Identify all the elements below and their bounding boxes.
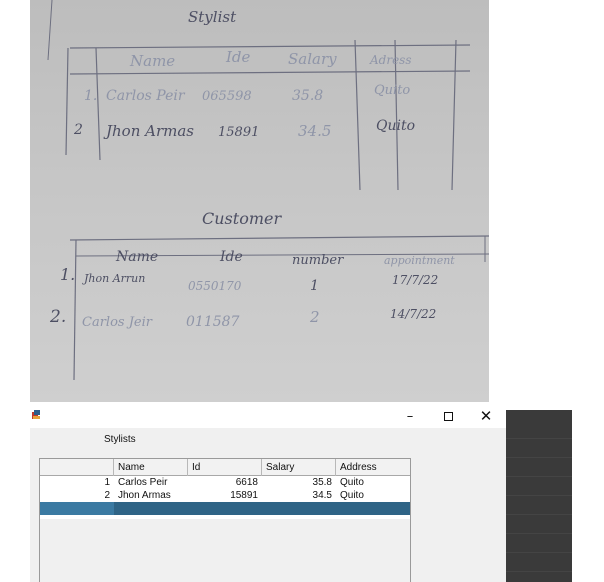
table-row-selected-empty[interactable] xyxy=(40,502,410,515)
maximize-icon xyxy=(444,412,453,421)
cell-id: 6618 xyxy=(235,477,258,488)
stylist-title: Stylist xyxy=(188,8,237,26)
notes-photo xyxy=(30,0,489,402)
column-header-row-number[interactable] xyxy=(40,459,114,476)
cell-salary: 35.8 xyxy=(312,477,332,488)
customer-row1-date: 17/7/22 xyxy=(392,273,439,287)
customer-header-appointment: appointment xyxy=(384,254,455,267)
cell-address: Quito xyxy=(340,477,364,488)
column-header-id[interactable]: Id xyxy=(188,459,262,476)
customer-title: Customer xyxy=(202,209,282,228)
customer-row1-num: 1. xyxy=(60,265,76,284)
customer-row1-name: Jhon Arrun xyxy=(84,272,146,285)
customer-row2-num: 2. xyxy=(50,307,67,327)
stylist-row2-id: 15891 xyxy=(218,125,260,140)
customer-header-id: Ide xyxy=(220,249,243,265)
column-header-name[interactable]: Name xyxy=(114,459,188,476)
cell-row-number xyxy=(40,502,114,515)
stylists-table[interactable] xyxy=(39,458,411,582)
stylist-row2-address: Quito xyxy=(376,118,416,134)
customer-row2-name: Carlos Jeir xyxy=(82,315,152,330)
table-body xyxy=(40,476,410,515)
cell-id: 15891 xyxy=(230,490,258,501)
stylist-row1-salary: 35.8 xyxy=(292,88,324,104)
stylist-header-address: Adress xyxy=(370,53,412,67)
table-empty-area[interactable] xyxy=(40,519,410,582)
column-header-address[interactable]: Address xyxy=(340,462,377,473)
customer-row1-id: 0550170 xyxy=(188,279,242,293)
maximize-button[interactable] xyxy=(430,404,466,428)
stylist-header-salary: Salary xyxy=(288,50,337,68)
notes-drawing xyxy=(30,0,489,402)
minimize-button[interactable]: – xyxy=(406,408,414,424)
stylist-row1-name: Carlos Peir xyxy=(106,88,185,104)
cell-salary: 34.5 xyxy=(312,490,332,501)
cell-salary xyxy=(262,502,336,515)
cell-id xyxy=(188,502,262,515)
cell-address xyxy=(336,502,410,515)
table-row[interactable] xyxy=(40,489,410,502)
customer-header-number: number xyxy=(292,253,344,268)
customer-row2-number: 2 xyxy=(310,308,320,326)
customer-row1-number: 1 xyxy=(310,278,319,294)
stylist-header-id: Ide xyxy=(226,48,251,66)
java-app-icon xyxy=(31,410,41,420)
stylist-row1-num: 1. xyxy=(84,88,98,104)
stylist-row1-address: Quito xyxy=(374,83,411,98)
cell-name xyxy=(114,502,188,515)
cell-address: Quito xyxy=(340,490,364,501)
stylist-header-name: Name xyxy=(130,52,176,70)
table-header xyxy=(40,459,410,476)
background-window xyxy=(506,410,572,582)
title-bar[interactable] xyxy=(30,404,506,428)
customer-header-name: Name xyxy=(116,249,159,265)
customer-row2-date: 14/7/22 xyxy=(390,307,437,321)
close-button[interactable]: ✕ xyxy=(479,407,493,425)
cell-name: Carlos Peir xyxy=(118,477,168,488)
column-header-salary[interactable]: Salary xyxy=(262,459,336,476)
cell-name: Jhon Armas xyxy=(118,490,171,501)
stylist-row2-num: 2 xyxy=(74,122,83,138)
customer-row2-id: 011587 xyxy=(186,314,240,330)
stylist-row2-salary: 34.5 xyxy=(298,122,332,140)
stylist-row1-id: 065598 xyxy=(202,89,252,104)
table-row[interactable] xyxy=(40,476,410,489)
stylists-window xyxy=(30,404,506,582)
stylist-row2-name: Jhon Armas xyxy=(106,122,195,140)
stylists-label: Stylists xyxy=(104,434,136,445)
cell-row-number: 2 xyxy=(104,490,110,501)
cell-row-number: 1 xyxy=(104,477,110,488)
